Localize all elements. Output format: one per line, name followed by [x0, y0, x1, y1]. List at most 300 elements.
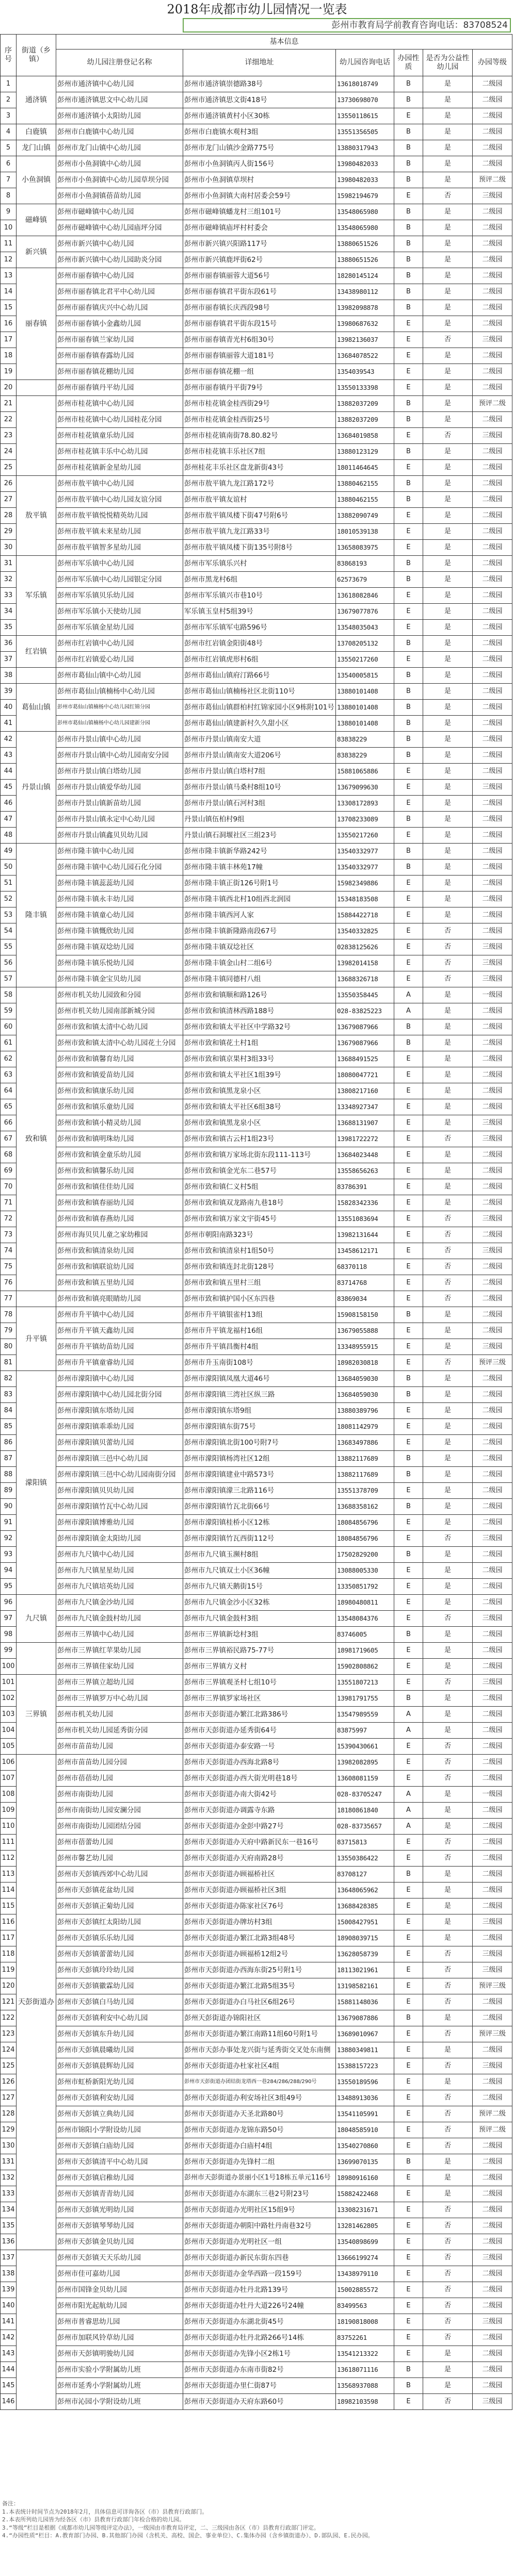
header-basic-info: 基本信息: [56, 35, 512, 49]
kindergarten-name: 彭州市天彭镇白马幼儿园: [56, 1994, 183, 2010]
phone: 15348183508: [336, 891, 394, 907]
address: 彭州市隆丰镇金山村二组6号: [183, 955, 336, 971]
address: 彭州市九尺镇双土小区36幢: [183, 1563, 336, 1579]
nature: B: [394, 1035, 423, 1051]
kindergarten-name: 彭州市虹桥新阳光幼儿园: [56, 2074, 183, 2090]
kindergarten-name: 彭州市致和镇金童乐幼儿园: [56, 1147, 183, 1163]
kindergarten-name: 彭州市丽春镇小金鑫幼儿园: [56, 316, 183, 332]
district-cell: 天彭街道办: [17, 1755, 56, 2250]
table-row: [1, 1275, 512, 1291]
address: 彭州市天彭街道办白马社区6组26号: [183, 1994, 336, 2010]
row-number: 121: [1, 1994, 17, 2010]
nature: E: [394, 1067, 423, 1083]
is-public: 是: [423, 92, 473, 108]
kindergarten-name: 彭州市天彭镇金贝幼儿园: [56, 2234, 183, 2250]
is-public: 是: [423, 668, 473, 684]
kindergarten-name: 彭州市南街幼儿园: [56, 1787, 183, 1803]
address: 彭州市隆丰镇丰林苑17幢: [183, 860, 336, 876]
table-row: [1, 588, 512, 604]
kindergarten-name: 彭州市升平镇童睿幼儿园: [56, 1355, 183, 1371]
nature: E: [394, 364, 423, 380]
level: 三级园: [473, 2314, 512, 2330]
table-row: [1, 2298, 512, 2314]
is-public: 是: [423, 1579, 473, 1595]
address: 彭州市黑龙村6组: [183, 572, 336, 588]
kindergarten-name: 彭州市天彭镇东升幼儿园: [56, 2026, 183, 2042]
kindergarten-name: 彭州市丹景山镇中心幼儿园: [56, 732, 183, 748]
row-number: 30: [1, 540, 17, 556]
is-public: 是: [423, 2154, 473, 2170]
table-row: [1, 1243, 512, 1259]
nature: B: [394, 1547, 423, 1563]
table-row: [1, 2122, 512, 2138]
kindergarten-name: 彭州市濛阳镇三邑中心幼儿园: [56, 1451, 183, 1467]
address: 彭州市天彭街道办顾福桥12组2号: [183, 1946, 336, 1962]
phone: 13618018749: [336, 76, 394, 92]
table-row: [1, 380, 512, 396]
row-number: 124: [1, 2042, 17, 2058]
table-row: [1, 1323, 512, 1339]
table-row: [1, 1803, 512, 1819]
is-public: 是: [423, 1339, 473, 1355]
row-number: 6: [1, 156, 17, 172]
nature: E: [394, 1195, 423, 1211]
nature: E: [394, 891, 423, 907]
address: 彭州市致和镇清泉村1组50号: [183, 1243, 336, 1259]
table-row: [1, 556, 512, 572]
nature: B: [394, 732, 423, 748]
kindergarten-name: 彭州市延秀小学附属幼儿班: [56, 2378, 183, 2394]
nature: E: [394, 1994, 423, 2010]
kindergarten-name: 彭州市白鹿镇中心幼儿园: [56, 124, 183, 140]
table-row: [1, 748, 512, 764]
kindergarten-name: 彭州市小鱼洞镇中心幼儿园草坝分园: [56, 172, 183, 188]
level: 二级园: [473, 1643, 512, 1659]
address: 彭州市致和镇护国小区东四巷: [183, 1291, 336, 1307]
row-number: 93: [1, 1547, 17, 1563]
level: 一级园: [473, 1787, 512, 1803]
phone: 13708233089: [336, 812, 394, 828]
row-number: 38: [1, 668, 17, 684]
table-row: [1, 1355, 512, 1371]
row-number: 141: [1, 2314, 17, 2330]
nature: B: [394, 668, 423, 684]
table-row: [1, 796, 512, 812]
is-public: 否: [423, 1755, 473, 1771]
kindergarten-name: 彭州市隆丰镇蕊蕊幼儿园: [56, 876, 183, 891]
is-public: 是: [423, 1083, 473, 1099]
phone: 83838229: [336, 748, 394, 764]
is-public: 是: [423, 2074, 473, 2090]
is-public: 是: [423, 907, 473, 923]
nature: B: [394, 220, 423, 236]
table-row: [1, 1914, 512, 1930]
kindergarten-name: 彭州市天彭镇明骏幼儿园: [56, 2346, 183, 2362]
address: 彭州市丽春镇青光村6组30号: [183, 332, 336, 348]
is-public: 否: [423, 1259, 473, 1275]
nature: E: [394, 2250, 423, 2266]
kindergarten-name: 彭州市丹景山镇永定中心幼儿园: [56, 812, 183, 828]
district-cell: [17, 396, 56, 476]
phone: 13880462155: [336, 492, 394, 508]
is-public: 是: [423, 1659, 473, 1675]
row-number: 86: [1, 1435, 17, 1451]
kindergarten-name: 彭州市致和镇五里幼儿园: [56, 1275, 183, 1291]
nature: E: [394, 1898, 423, 1914]
nature: B: [394, 636, 423, 652]
row-number: 33: [1, 588, 17, 604]
table-row: [1, 268, 512, 284]
address: 彭州市丹景山镇白塔村7组: [183, 764, 336, 780]
address: 彭州市九尺镇金鼓村3组: [183, 1611, 336, 1627]
address: 彭州市致和镇金光东二巷57号: [183, 1163, 336, 1179]
is-public: 是: [423, 572, 473, 588]
phone: 13683497886: [336, 1435, 394, 1451]
table-row: [1, 604, 512, 620]
table-row: [1, 1099, 512, 1115]
level: 二级园: [473, 748, 512, 764]
phone: 83714768: [336, 1275, 394, 1291]
address: 彭州市天彭街道办朝阳中路牡丹南巷32号: [183, 2218, 336, 2234]
header-phone: 幼儿园咨询电话: [336, 49, 394, 76]
phone: 13308231671: [336, 2202, 394, 2218]
is-public: 否: [423, 2106, 473, 2122]
row-number: 99: [1, 1643, 17, 1659]
phone: 02838125626: [336, 939, 394, 955]
level: 二级园: [473, 1499, 512, 1515]
table-row: [1, 2170, 512, 2186]
district-cell: 白鹿镇: [17, 124, 56, 140]
row-number: 132: [1, 2170, 17, 2186]
kindergarten-name: 彭州市三界镇罗万中心幼儿园: [56, 1691, 183, 1707]
table-row: [1, 828, 512, 844]
nature: A: [394, 987, 423, 1003]
row-number: 146: [1, 2394, 17, 2410]
kindergarten-name: 彭州市军乐镇中心幼儿园: [56, 556, 183, 572]
nature: E: [394, 1962, 423, 1978]
is-public: 是: [423, 252, 473, 268]
address: 彭州市天彭街道办光明社区一组: [183, 2234, 336, 2250]
nature: E: [394, 1115, 423, 1131]
nature: B: [394, 300, 423, 316]
is-public: 是: [423, 1035, 473, 1051]
level: 二级园: [473, 1451, 512, 1467]
is-public: 是: [423, 524, 473, 540]
phone: 83499563: [336, 2298, 394, 2314]
level: 二级园: [473, 2154, 512, 2170]
kindergarten-name: 彭州市升平镇天鑫幼儿园: [56, 1323, 183, 1339]
is-public: 是: [423, 1867, 473, 1883]
phone: 15388157223: [336, 2058, 394, 2074]
is-public: 是: [423, 124, 473, 140]
nature: E: [394, 2314, 423, 2330]
nature: B: [394, 1627, 423, 1643]
table-row: [1, 1147, 512, 1163]
kindergarten-name: 彭州市濛阳镇三邑中心幼儿园南街分园: [56, 1467, 183, 1483]
nature: E: [394, 652, 423, 668]
address: 彭州市天彭街道办光明社区15组9号: [183, 2202, 336, 2218]
table-row: [1, 652, 512, 668]
phone: 13540898699: [336, 2234, 394, 2250]
kindergarten-name: 彭州市丹景山镇白塔幼儿园: [56, 764, 183, 780]
address: 彭州市天彭街道办西海北路8号: [183, 1755, 336, 1771]
level: 二级园: [473, 1067, 512, 1083]
row-number: 103: [1, 1707, 17, 1723]
address: 彭州市龙门山镇沙金路775号: [183, 140, 336, 156]
row-number: 36: [1, 636, 17, 652]
is-public: 是: [423, 172, 473, 188]
district-cell: 九尺镇: [17, 1595, 56, 1643]
phone: 13684019858: [336, 428, 394, 444]
kindergarten-name: 彭州市濛阳镇贝蕾幼儿园: [56, 1435, 183, 1451]
nature: E: [394, 1403, 423, 1419]
table-row: [1, 428, 512, 444]
kindergarten-name: 彭州市海贝贝儿童之家幼稚园: [56, 1227, 183, 1243]
phone: 13558656263: [336, 1163, 394, 1179]
level: 二级园: [473, 268, 512, 284]
address: 彭州市磁峰镇庙坪村村委会: [183, 220, 336, 236]
table-row: [1, 955, 512, 971]
row-number: 123: [1, 2026, 17, 2042]
address: 彭州市新兴镇兴阳路117号: [183, 236, 336, 252]
level: 二级园: [473, 1835, 512, 1851]
kindergarten-name: 彭州市致和镇佳佳幼儿园: [56, 1179, 183, 1195]
table-row: [1, 2154, 512, 2170]
address: 彭州市致和镇双龙路南九巷18号: [183, 1195, 336, 1211]
level: 二级园: [473, 1707, 512, 1723]
address: 彭州市丹景山镇南安大道: [183, 732, 336, 748]
nature: B: [394, 1387, 423, 1403]
row-number: 128: [1, 2106, 17, 2122]
is-public: 是: [423, 2170, 473, 2186]
phone: 13551378709: [336, 1483, 394, 1499]
level: 二级园: [473, 2282, 512, 2298]
district-cell: [17, 668, 56, 684]
row-number: 82: [1, 1371, 17, 1387]
address: 彭州市通济镇思文街418号: [183, 92, 336, 108]
nature: B: [394, 396, 423, 412]
address: 彭州市三界镇裕民路75-77号: [183, 1643, 336, 1659]
phone: 13882037209: [336, 396, 394, 412]
is-public: 是: [423, 1115, 473, 1131]
table-row: [1, 140, 512, 156]
row-number: 17: [1, 332, 17, 348]
table-row: [1, 236, 512, 252]
is-public: 否: [423, 1835, 473, 1851]
is-public: 是: [423, 780, 473, 796]
row-number: 136: [1, 2234, 17, 2250]
kindergarten-name: 彭州市葛仙山镇中心幼儿园: [56, 668, 183, 684]
is-public: 是: [423, 1547, 473, 1563]
address: 彭州市天彭街道办白庙村4组: [183, 2138, 336, 2154]
phone: 13880462155: [336, 476, 394, 492]
level: 二级园: [473, 1483, 512, 1499]
kindergarten-name: 彭州市三界镇中心幼儿园: [56, 1627, 183, 1643]
table-row: [1, 1227, 512, 1243]
address: 彭州天彭街道办锦阳社区: [183, 2010, 336, 2026]
level: 三级园: [473, 1914, 512, 1930]
table-row: [1, 1579, 512, 1595]
nature: E: [394, 796, 423, 812]
phone: 83838229: [336, 732, 394, 748]
level: 二级园: [473, 907, 512, 923]
is-public: 是: [423, 684, 473, 700]
row-number: 46: [1, 796, 17, 812]
row-number: 64: [1, 1083, 17, 1099]
is-public: 是: [423, 1515, 473, 1531]
phone: 13350851792: [336, 1579, 394, 1595]
address: 彭州市葛仙山镇建新村久久甜小区: [183, 716, 336, 732]
header-public: 是否为公益性幼儿园: [423, 49, 473, 76]
table-row: [1, 860, 512, 876]
row-number: 57: [1, 971, 17, 987]
row-number: 87: [1, 1451, 17, 1467]
is-public: 是: [423, 2042, 473, 2058]
kindergarten-name: 彭州市濛阳镇金太阳幼儿园: [56, 1531, 183, 1547]
note-item: 3.“等级”栏目是根据《成都市幼儿园等级评定办法》，一级园由市教育局评定，二、三级园由各区（市）县教育行政部门评定。: [2, 2524, 319, 2531]
is-public: 是: [423, 1819, 473, 1835]
address: 丹景山镇伍柏村9组: [183, 812, 336, 828]
is-public: 否: [423, 2250, 473, 2266]
nature: E: [394, 2058, 423, 2074]
level: 预评二级: [473, 396, 512, 412]
row-number: 111: [1, 1835, 17, 1851]
level: 二级园: [473, 1563, 512, 1579]
nature: B: [394, 1451, 423, 1467]
row-number: 94: [1, 1563, 17, 1579]
phone: 13730698070: [336, 92, 394, 108]
level: 三级园: [473, 939, 512, 955]
row-number: 100: [1, 1659, 17, 1675]
is-public: 是: [423, 1163, 473, 1179]
nature: E: [394, 2106, 423, 2122]
is-public: 否: [423, 1611, 473, 1627]
level: 二级园: [473, 284, 512, 300]
kindergarten-name: 彭州市天彭镇利安中心幼儿园: [56, 2010, 183, 2026]
kindergarten-name: 彭州市南街幼儿园团结分园: [56, 1819, 183, 1835]
is-public: 是: [423, 1499, 473, 1515]
nature: E: [394, 1131, 423, 1147]
kindergarten-name: 彭州市濛阳镇博雅幼儿园: [56, 1515, 183, 1531]
nature: B: [394, 700, 423, 716]
table-row: [1, 2074, 512, 2090]
row-number: 74: [1, 1243, 17, 1259]
kindergarten-name: 彭州市隆丰镇慨欣幼儿园: [56, 923, 183, 939]
row-number: 70: [1, 1179, 17, 1195]
is-public: 是: [423, 1451, 473, 1467]
header-district: 街道（乡镇）: [17, 35, 56, 76]
level: 三级园: [473, 428, 512, 444]
district-cell: 升平镇: [17, 1307, 56, 1371]
row-number: 32: [1, 572, 17, 588]
address: 彭州市致和镇五里村三组: [183, 1275, 336, 1291]
row-number: 133: [1, 2186, 17, 2202]
level: 二级园: [473, 1819, 512, 1835]
nature: E: [394, 1083, 423, 1099]
row-number: 16: [1, 316, 17, 332]
phone: 13198582161: [336, 1978, 394, 1994]
address: 彭州市濛阳镇桂桥小区12栋: [183, 1515, 336, 1531]
level: 二级园: [473, 860, 512, 876]
is-public: 是: [423, 812, 473, 828]
nature: B: [394, 268, 423, 284]
kindergarten-table: [0, 34, 512, 2410]
row-number: 119: [1, 1962, 17, 1978]
is-public: 是: [423, 604, 473, 620]
nature: E: [394, 428, 423, 444]
table-row: [1, 364, 512, 380]
row-number: 54: [1, 923, 17, 939]
phone: 15390430661: [336, 1739, 394, 1755]
level: 三级园: [473, 2058, 512, 2074]
nature: E: [394, 1930, 423, 1946]
kindergarten-name: 彭州市敖平镇中心幼儿园友谊分园: [56, 492, 183, 508]
table-row: [1, 492, 512, 508]
address: 彭州市通济镇崇德路38号: [183, 76, 336, 92]
level: 二级园: [473, 923, 512, 939]
is-public: 是: [423, 1595, 473, 1611]
row-number: 28: [1, 508, 17, 524]
table-row: [1, 1930, 512, 1946]
phone: 13488913036: [336, 2090, 394, 2106]
district-cell: 敖平镇: [17, 476, 56, 556]
level: 二级园: [473, 524, 512, 540]
nature: E: [394, 1978, 423, 1994]
phone: 13551083694: [336, 1211, 394, 1227]
consult-phone: 彭州市教育局学前教育咨询电话：83708524: [183, 18, 511, 32]
table-row: [1, 891, 512, 907]
kindergarten-name: 彭州市小鱼洞镇中心幼儿园: [56, 156, 183, 172]
table-row: [1, 1387, 512, 1403]
kindergarten-name: 彭州市普睿思幼儿园: [56, 2314, 183, 2330]
phone: 18010539138: [336, 524, 394, 540]
level: 二级园: [473, 2298, 512, 2314]
row-number: 68: [1, 1147, 17, 1163]
kindergarten-name: 彭州市隆丰镇中心幼儿园: [56, 844, 183, 860]
level: 二级园: [473, 492, 512, 508]
row-number: 106: [1, 1755, 17, 1771]
kindergarten-name: 彭州市隆丰镇双埝幼儿园: [56, 939, 183, 955]
phone: 13551356505: [336, 124, 394, 140]
kindergarten-name: 彭州市天彭镇琴琴幼儿园: [56, 2218, 183, 2234]
row-number: 108: [1, 1787, 17, 1803]
is-public: 是: [423, 1403, 473, 1419]
level: 二级园: [473, 1147, 512, 1163]
is-public: 否: [423, 2394, 473, 2410]
nature: E: [394, 2298, 423, 2314]
phone: 13982014158: [336, 955, 394, 971]
level: 二级园: [473, 1755, 512, 1771]
table-row: [1, 76, 512, 92]
level: 三级园: [473, 2394, 512, 2410]
address: 彭州市葛仙山镇府汀路66号: [183, 668, 336, 684]
is-public: 是: [423, 1371, 473, 1387]
table-row: [1, 300, 512, 316]
address: 彭州市致和镇太平社区1组39号: [183, 1067, 336, 1083]
address: 彭州市濛阳镇凤凰大道46号: [183, 1371, 336, 1387]
nature: E: [394, 1771, 423, 1787]
address: 彭州市天彭街道办团结街龙塔西一巷284/286/288/290号: [183, 2074, 336, 2090]
is-public: 是: [423, 396, 473, 412]
level: 二级园: [473, 108, 512, 124]
nature: E: [394, 971, 423, 987]
level: 二级园: [473, 716, 512, 732]
address: 彭州市濛阳镇东街75号: [183, 1419, 336, 1435]
kindergarten-name: 彭州市加联风铃草幼儿园: [56, 2330, 183, 2346]
address: 彭州市丽春镇长庆西段98号: [183, 300, 336, 316]
is-public: 否: [423, 1851, 473, 1867]
nature: B: [394, 172, 423, 188]
